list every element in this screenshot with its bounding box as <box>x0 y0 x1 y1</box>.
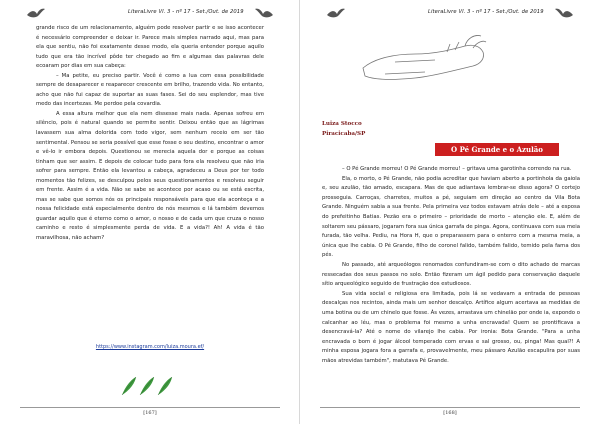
page-number <box>0 410 300 416</box>
story-text <box>36 24 264 244</box>
author-location: Piracicaba/SP <box>322 131 366 137</box>
footer-rule <box>320 407 580 408</box>
paragraph: No passado, até arqueólogos renomados confundiram-se com o dito achado de marcas ressecadas dos seus passos no solo. Então fizeram um ágil pedido para conservação daquele sítio arqueológico seguido de frustração dos estudiosos. <box>322 261 580 288</box>
paragraph: grande risco de um relacionamento, alguém pode resolver partir e se isso acontecer é necessário compreender e deixar ir. Parece mais simples narrado aqui, mas para ela que sentiu, não foi exatamente desse modo, ela queria entender porque aquilo tudo que era tão incrível pôde ter chegado ao fim e algumas das palavras dele ecoaram por dias em sua cabeça: <box>36 25 264 70</box>
dove-icon <box>554 7 574 21</box>
paragraph: Ela, o morto, o Pé Grande, não podia acreditar que haviam aberto a portinhola da gaiola e, seu azulão, tão amado, escapara. Mas de que adiantava lembrar-se disso agora? O cortejo prosseguia. Carroças, charretes, muitos a pé, seguiam em direção ao centro da Vila Bota Grande. Ninguém sabia a sua frente. Pela primeira vez todos estavam atrás dele – até a esposa do prefeitinho Batias. Pezão era o primeiro – prioridade de morto – atenção ele. E, além de soltarem seu pássaro, jogaram fora sua única garrafa de pinga. Agora, continuava com sua meia furada, tão velha. Pediu, na Hora H, que o preparassem para o enterro com a mesma meia, a única que lhe cabia. O Pé Grande, filho de coronel falido, também falido, temido pela fama dos pés. <box>322 175 580 259</box>
journal-title: LiteraLivre Vl. 3 - nº 17 - Set./Out. de 2019 <box>128 9 244 15</box>
page-number <box>300 410 600 416</box>
page-number-text: [168] <box>443 410 457 416</box>
paragraph: A essa altura melhor que ela nem dissesse mais nada. Apenas sofreu em silêncio, pois é natural quando se permite sentir. Deixou então que as lágrimas lavassem sua alma dolorida com todo vigor, sem nenhum receio em ser tão sentimental. Pensou se seria possível que esse fosse o seu destino, encontrar o amor e vê-lo ir embora depois. Questionou se merecia aquela dor e porque as coisas tinham que ser assim. E depois de colocar tudo para fora ela resolveu que não iria sofrer para sempre. Então ela levantou a cabeça, agradeceu a Deus por ter todo momentos tão felizes, se desculpou pelos seus questionamentos e resolveu seguir em frente. Assim é a vida. Não se sabe se acontece por acaso ou se está escrita, mas se sabe que somos nós os principais responsáveis para que ela aconteça e a nossa felicidade está especialmente dentro de nós mesmos e lá também devemos guardar aquilo que é eterno como o amor, o nosso e de cada um que cruza o nosso caminho e resto é simplesmente perda de vida. E a vida?! Ah! A vida é tão maravilhosa, não acham? <box>36 110 264 242</box>
paragraph: – Ma petite, eu preciso partir. Você é como a lua com essa possibilidade sempre de desaparecer e reaparecer crescente em brilho, trazendo vida. No entanto, acho que não fui capaz de suportar as suas fases. Sei do seu esplendor, mas tive medo das incertezas. Me perdoe pela covardia. <box>36 72 264 108</box>
story-text <box>322 165 580 366</box>
dove-icon <box>254 7 274 21</box>
quill-feathers-icon <box>118 375 182 397</box>
page-header <box>18 7 282 21</box>
paragraph: – O Pé Grande morreu! O Pé Grande morreu! – gritava uma garotinha correndo na rua. <box>342 166 572 172</box>
right-page <box>300 0 600 424</box>
instagram-link[interactable]: https://www.instagram.com/luiza.moura.ef/ <box>95 344 205 350</box>
author-name: Luiza Stocco <box>322 121 362 127</box>
chapter-title: O Pé Grande e o Azulão <box>435 143 559 156</box>
footer-rule <box>20 407 280 408</box>
page-header <box>318 7 582 21</box>
page-number-text: [167] <box>143 410 157 416</box>
paragraph: Sua vida social e religiosa era limitada, pois lá se vedavam a entrada de pessoas descalças nos recintos, ainda mais um senhor descalço. Artífice algum acertava as medidas de uma botina ou de um chinelo que fosse. Às vezes, arrastava um chinelão por onde ia, expondo o calcanhar ao léu, mas o problema foi mesmo a unha encravada! Quem se prontificava a desencravá-la? Até o nome do vilarejo lhe cabia. Por ironia: Bota Grande. "Para a unha encravada o bom é jogar álcool temperado com ervas e sal grosso, ou, pinga! Mas qual?! A minha esposa jogara fora a garrafa e, provavelmente, meu pássaro Azulão escapulira por suas mãos atrevidas também", matutava Pé Grande. <box>322 290 580 364</box>
dove-icon <box>326 7 346 21</box>
dove-icon <box>26 7 46 21</box>
bare-foot-sketch <box>355 28 490 100</box>
journal-title: LiteraLivre Vl. 3 - nº 17 - Set./Out. de 2019 <box>428 9 544 15</box>
